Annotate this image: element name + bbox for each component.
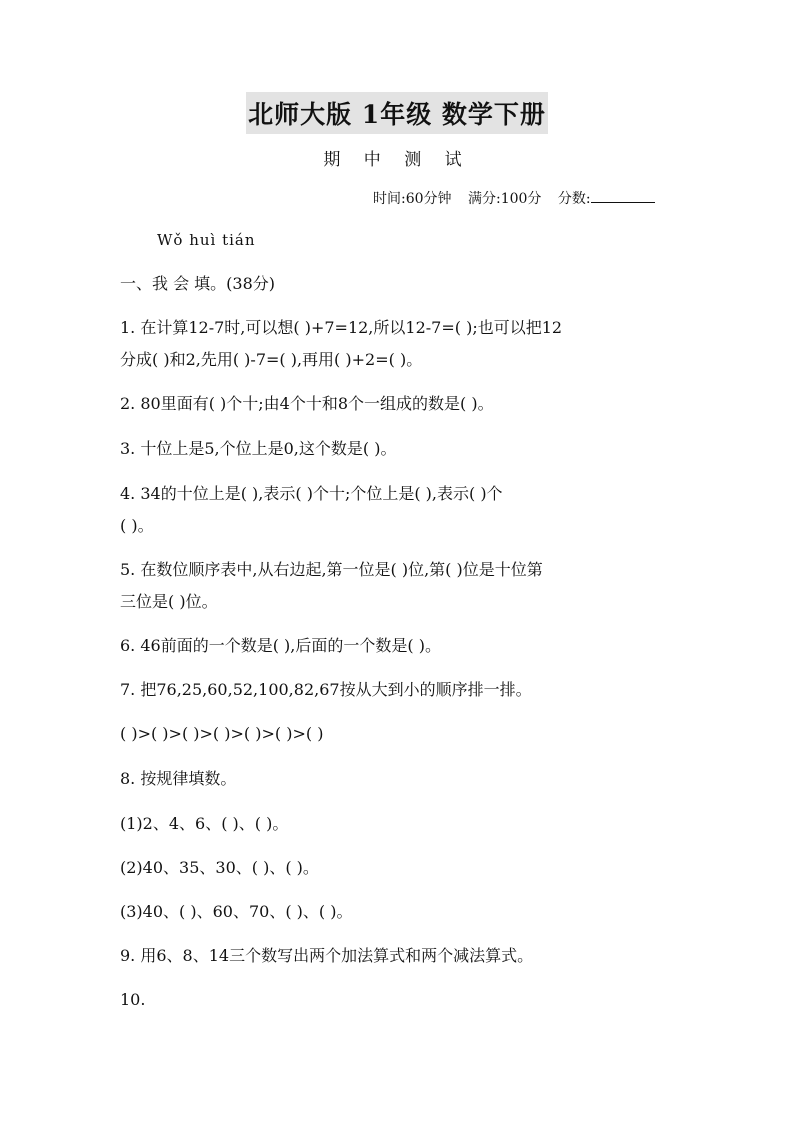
question-line: ( )。 xyxy=(120,516,154,535)
question-line: (2)40、35、30、( )、( )。 xyxy=(120,858,319,877)
question-line: 7. 把76,25,60,52,100,82,67按从大到小的顺序排一排。 xyxy=(120,680,532,699)
question-line: 9. 用6、8、14三个数写出两个加法算式和两个减法算式。 xyxy=(120,946,534,965)
question-line: 分成( )和2,先用( )-7=( ),再用( )+2=( )。 xyxy=(120,350,423,369)
exam-meta xyxy=(373,188,655,208)
question-line: (3)40、( )、60、70、( )、( )。 xyxy=(120,902,353,921)
question-line: 6. 46前面的一个数是( ),后面的一个数是( )。 xyxy=(120,636,441,655)
title-text: 北师大版 1年级 数学下册 xyxy=(246,92,548,134)
question-line: (1)2、4、6、( )、( )。 xyxy=(120,814,289,833)
full-score-label: 满分:100分 xyxy=(467,191,542,207)
pinyin-annotation: Wǒ huì tián xyxy=(157,231,256,249)
question-line: 10. xyxy=(120,990,146,1009)
question-line: 8. 按规律填数。 xyxy=(120,769,237,788)
time-label: 时间:60分钟 xyxy=(373,191,452,207)
question-line: ( )>( )>( )>( )>( )>( )>( ) xyxy=(120,724,324,743)
question-line: 2. 80里面有( )个十;由4个十和8个一组成的数是( )。 xyxy=(120,394,494,413)
question-line: 三位是( )位。 xyxy=(120,592,218,611)
score-label: 分数: xyxy=(557,191,591,207)
question-line: 5. 在数位顺序表中,从右边起,第一位是( )位,第( )位是十位第 xyxy=(120,560,543,579)
subtitle: 期 中 测 试 xyxy=(323,150,471,170)
question-line: 1. 在计算12-7时,可以想( )+7=12,所以12-7=( );也可以把12 xyxy=(120,318,563,337)
score-blank xyxy=(591,190,655,203)
question-line: 4. 34的十位上是( ),表示( )个十;个位上是( ),表示( )个 xyxy=(120,484,503,503)
question-line: 3. 十位上是5,个位上是0,这个数是( )。 xyxy=(120,439,397,458)
page-title xyxy=(0,92,794,134)
section-heading: 一、我 会 填。(38分) xyxy=(120,274,276,293)
